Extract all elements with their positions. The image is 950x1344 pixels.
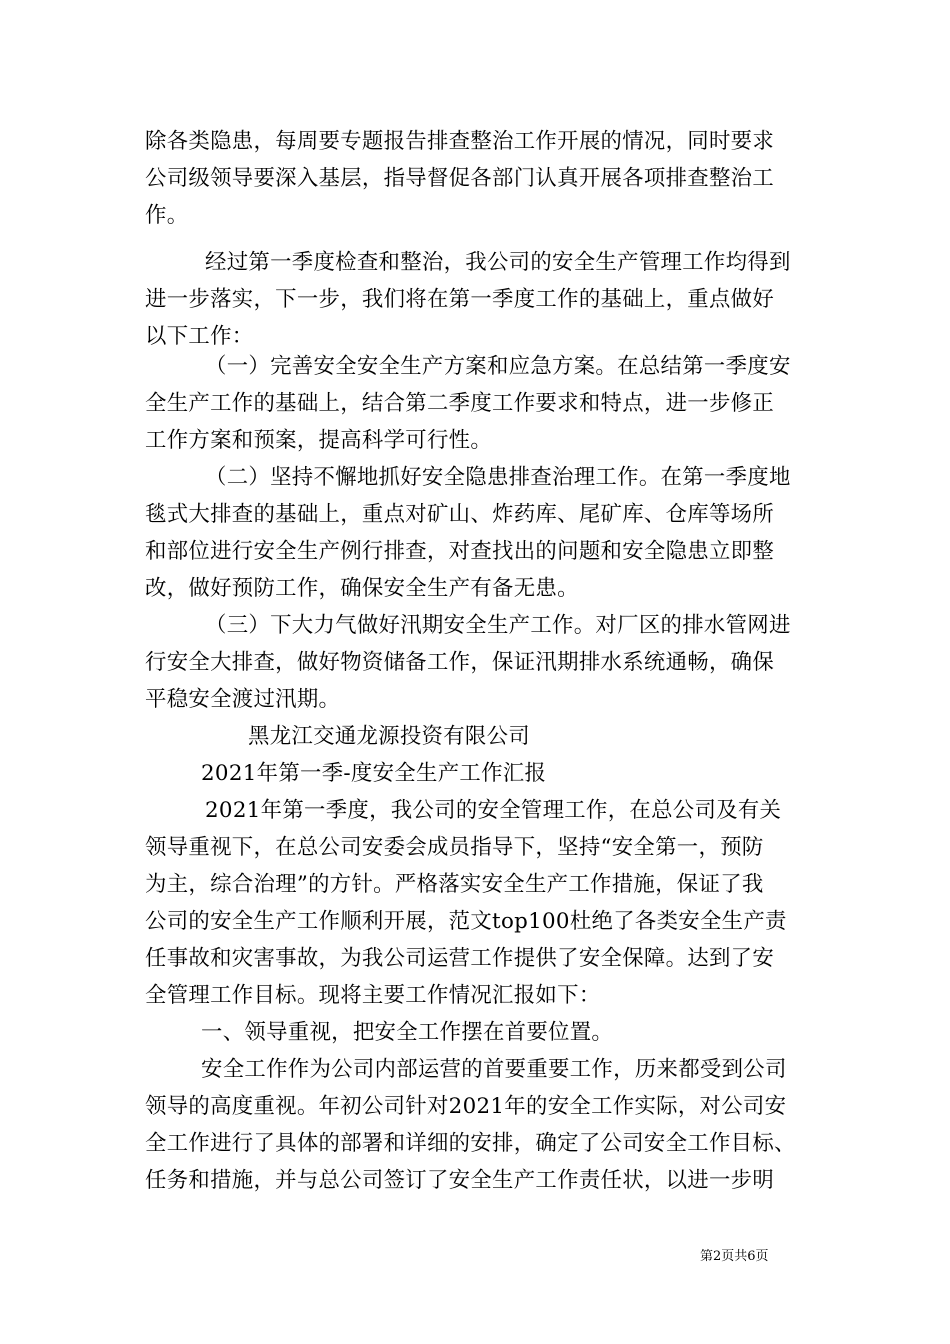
paragraph-start: 安全工作作为公司内部运营的首要重要工作，历来都受到公司 <box>201 1057 787 1082</box>
list-item-one: （一）完善安全安全生产方案和应急方案。在总结第一季度安 <box>205 354 791 379</box>
text-line: 作。 <box>145 203 189 228</box>
text-line: 毯式大排查的基础上，重点对矿山、炸药库、尾矿库、仓库等场所 <box>145 502 775 527</box>
text-line: 为主，综合治理”的方针。严格落实安全生产工作措施，保证了我 <box>145 872 764 897</box>
company-name: 黑龙江交通龙源投资有限公司 <box>248 724 530 749</box>
text-line: 公司的安全生产工作顺利开展，范文top100杜绝了各类安全生产责 <box>145 909 787 934</box>
text-line: 平稳安全渡过汛期。 <box>145 687 341 712</box>
text-line: 全管理工作目标。现将主要工作情况汇报如下： <box>145 983 601 1008</box>
text-line: 全工作进行了具体的部署和详细的安排，确定了公司安全工作目标、 <box>145 1131 796 1156</box>
text-line: 行安全大排查，做好物资储备工作，保证汛期排水系统通畅，确保 <box>145 650 775 675</box>
text-line: 和部位进行安全生产例行排查，对查找出的问题和安全隐患立即整 <box>145 539 775 564</box>
text-line: 以下工作： <box>145 324 254 349</box>
list-item-two: （二）坚持不懈地抓好安全隐患排查治理工作。在第一季度地 <box>205 465 791 490</box>
text-line: 除各类隐患，每周要专题报告排查整治工作开展的情况，同时要求 <box>145 129 775 154</box>
section-heading: 一、领导重视，把安全工作摆在首要位置。 <box>201 1020 614 1045</box>
paragraph-start: 经过第一季度检查和整治，我公司的安全生产管理工作均得到 <box>205 250 791 275</box>
text-line: 领导重视下，在总公司安委会成员指导下，坚持“安全第一，预防 <box>145 835 764 860</box>
report-title: 2021年第一季-度安全生产工作汇报 <box>201 761 547 786</box>
page-number-footer: 第2页共6页 <box>700 1249 769 1264</box>
text-line: 工作方案和预案，提高科学可行性。 <box>145 428 493 453</box>
text-line: 任务和措施，并与总公司签订了安全生产工作责任状，以进一步明 <box>145 1168 775 1193</box>
text-line: 领导的高度重视。年初公司针对2021年的安全工作实际，对公司安 <box>145 1094 787 1119</box>
text-line: 进一步落实，下一步，我们将在第一季度工作的基础上，重点做好 <box>145 287 775 312</box>
text-line: 公司级领导要深入基层，指导督促各部门认真开展各项排查整治工 <box>145 166 775 191</box>
text-line: 全生产工作的基础上，结合第二季度工作要求和特点，进一步修正 <box>145 391 775 416</box>
text-line: 改，做好预防工作，确保安全生产有备无患。 <box>145 576 579 601</box>
paragraph-start: 2021年第一季度，我公司的安全管理工作，在总公司及有关 <box>205 798 782 823</box>
text-line: 任事故和灾害事故，为我公司运营工作提供了安全保障。达到了安 <box>145 946 775 971</box>
list-item-three: （三）下大力气做好汛期安全生产工作。对厂区的排水管网进 <box>205 613 791 638</box>
